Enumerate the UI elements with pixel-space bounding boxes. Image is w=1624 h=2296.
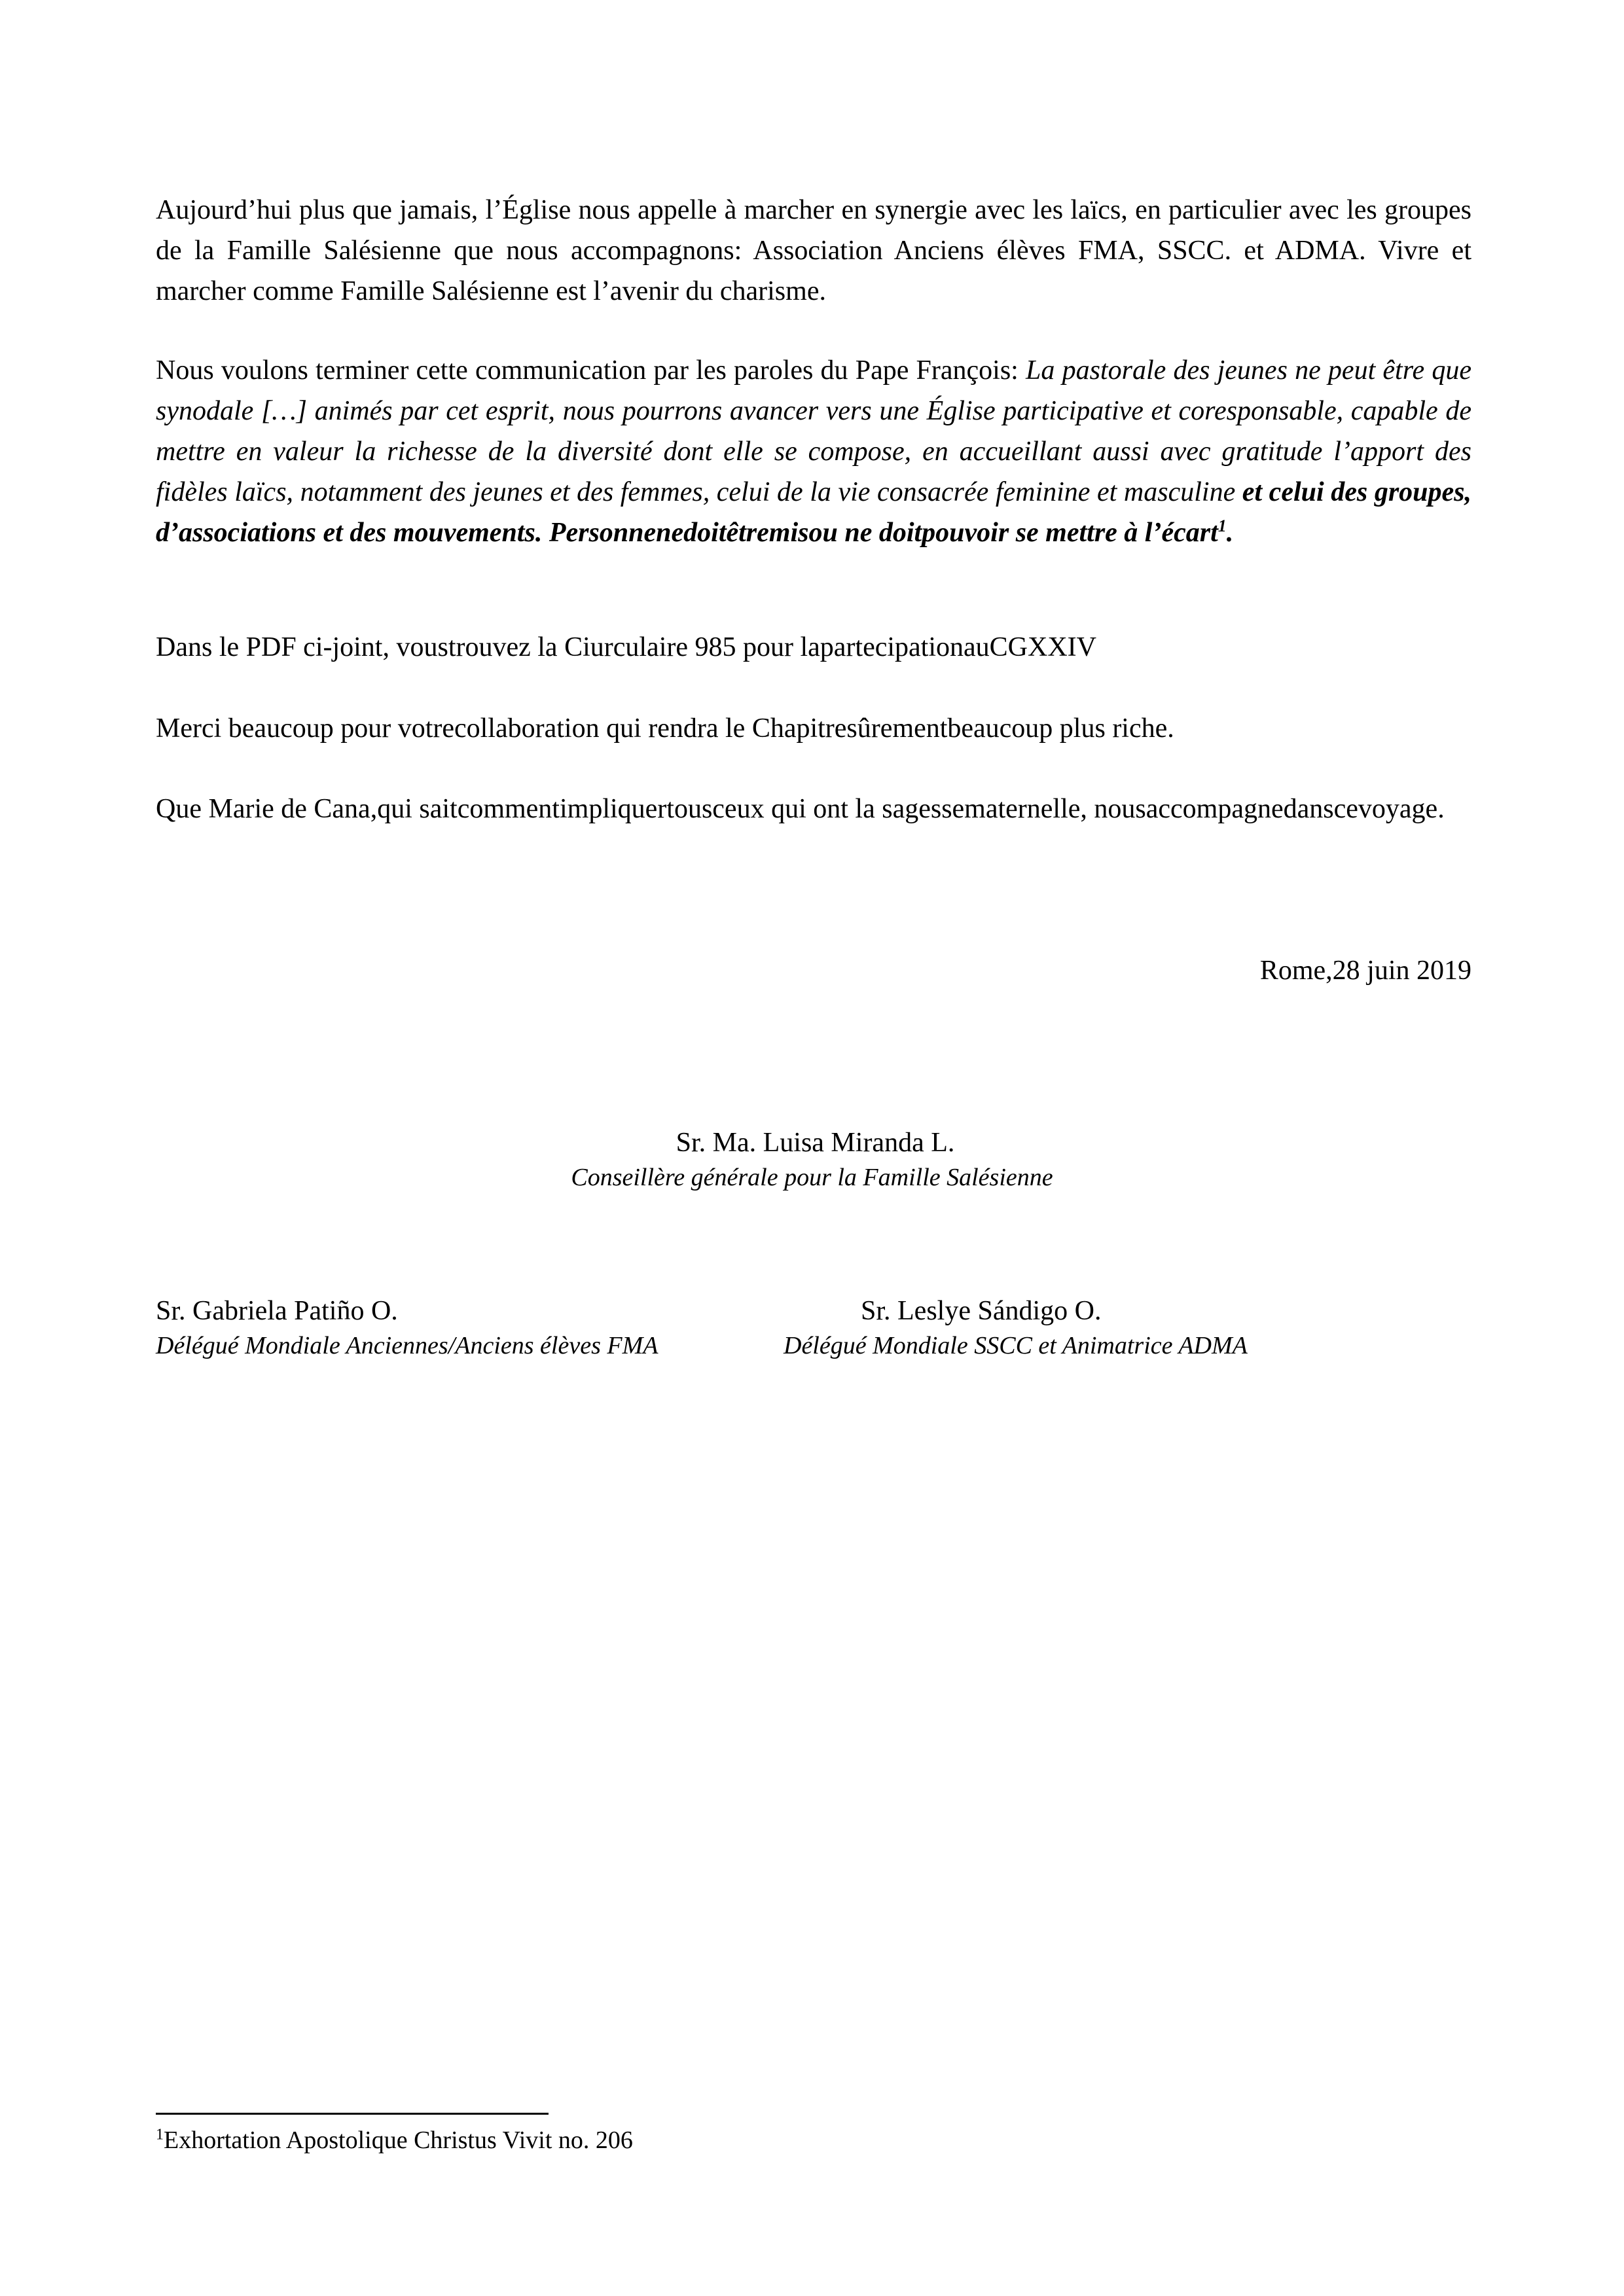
signature-left bbox=[156, 1293, 658, 1362]
quote-italic-text: La pastorale des jeunes ne peut être que synodale […] animés par cet esprit, nous pourrons avancer vers une Église participative et coresponsable, capable de mettre en valeur la richesse de la diversité dont elle se compose, en accueillant aussi avec gratitude l’apport des fidèles laïcs, notamment des jeunes et des femmes, celui de la vie consacrée feminine et masculine bbox=[156, 355, 1471, 507]
footnote-reference: 1 bbox=[1218, 516, 1227, 535]
signature-main-title: Conseillère générale pour la Famille Salésienne bbox=[571, 1164, 1053, 1191]
letter-date: Rome,28 juin 2019 bbox=[1259, 956, 1471, 986]
signature-main-name: Sr. Ma. Luisa Miranda L. bbox=[676, 1128, 955, 1158]
quote-lead-text: Nous voulons terminer cette communication par les paroles du Pape François: bbox=[156, 355, 1026, 386]
signature-right bbox=[784, 1293, 1248, 1362]
footnote bbox=[156, 2124, 633, 2157]
paragraph-pdf-attachment: Dans le PDF ci-joint, voustrouvez la Ciurculaire 985 pour lapartecipationauCGXXIV bbox=[156, 632, 1096, 662]
quote-bold-text: et celui des groupes, d’associations et des mouvements. Personnenedoitêtremisou ne doitpouvoir se mettre à l’écart bbox=[156, 477, 1472, 548]
signature-main bbox=[0, 1124, 1624, 1194]
footnote-number: 1 bbox=[156, 2126, 164, 2144]
signature-left-title: Délégué Mondiale Anciennes/Anciens élèves FMA bbox=[156, 1332, 659, 1359]
footnote-text: Exhortation Apostolique Christus Vivit no. 206 bbox=[164, 2126, 633, 2154]
quote-end-punctuation: . bbox=[1226, 518, 1234, 548]
paragraph-closing-prayer: Que Marie de Cana,qui saitcommentimpliquertousceux qui ont la sagessematernelle, nousaccompagnedanscevoyage. bbox=[156, 794, 1445, 824]
paragraph-thanks: Merci beaucoup pour votrecollaboration qui rendra le Chapitresûrementbeaucoup plus riche. bbox=[156, 713, 1174, 744]
signature-right-name: Sr. Leslye Sándigo O. bbox=[861, 1296, 1102, 1326]
paragraph-synergy: Aujourd’hui plus que jamais, l’Église nous appelle à marcher en synergie avec les laïcs, en particulier avec les groupes de la Famille Salésienne que nous accompagnons: Association Anciens élèves FMA, SSCC. et ADMA. Vivre et marcher comme Famille Salésienne est l’avenir du charisme. bbox=[156, 195, 1471, 306]
footnote-divider bbox=[156, 2113, 549, 2115]
paragraph-pope-quote bbox=[156, 350, 1471, 553]
signature-right-title: Délégué Mondiale SSCC et Animatrice ADMA bbox=[784, 1332, 1248, 1359]
signature-left-name: Sr. Gabriela Patiño O. bbox=[156, 1296, 398, 1326]
